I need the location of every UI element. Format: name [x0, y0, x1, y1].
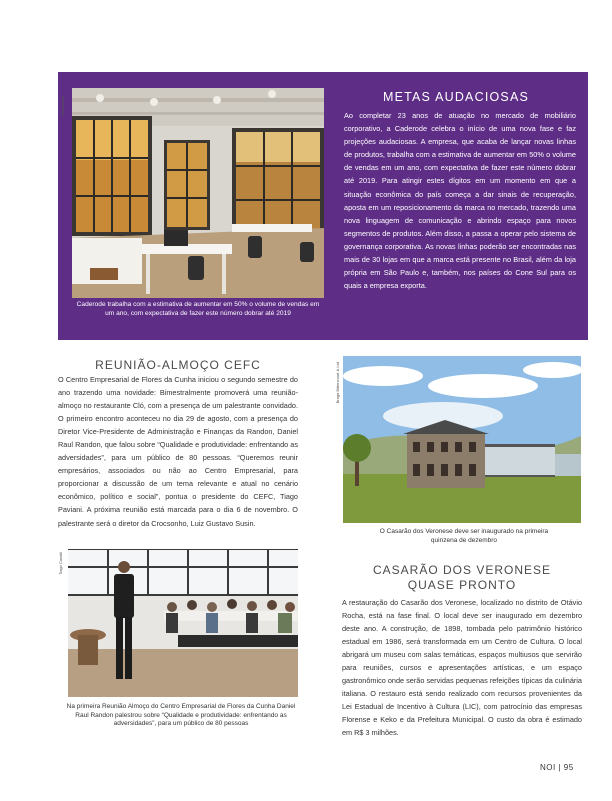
office-photo	[72, 88, 324, 298]
casarao-body: A restauração do Casarão dos Veronese, localizado no distrito de Otávio Rocha, está na fase final. O local deve ser inaugurado em dezembro deste ano. A construção, de 1898, tombada pelo patrimônio histórico estadual em 1986, será transformada em um Centro de Cultura. O local abrigará um museu com salas temáticas, espaços multiusos que servirão para reuniões, cursos e apresentações artísticas, e um espaço gastronômico onde serão servidas pequenas refeições típicas da culinária italiana. O restauro está sendo realizado com recursos provenientes da Lei Estadual de Incentivo à Cultura (LIC), com patrocínio das empresas Florense e Keko e da Prefeitura Municipal. O custo da obra é estimado em R$ 3 milhões.	[342, 598, 582, 738]
reuniao-body: O Centro Empresarial de Flores da Cunha iniciou o segundo semestre do ano trazendo uma novidade: Bimestralmente promoverá uma reunião-almoço no restaurante Cló, com a presença de um palestrante convidado. O primeiro encontro aconteceu no dia 29 de agosto, com a presença do Diretor Vice-Presidente de Administração e Finanças da Randon, Daniel Raul Randon, que falou sobre “Qualidade e produtividade: enfrentando as adversidades”, para um público de 80 pessoas. “Queremos reunir empresários, associados ou não ao Centro Empresarial, para proporcionar a discussão de um tema relevante e atual no cenário econômico, político e social”, pontua o presidente do CEFC, Tiago Paviani. A próxima reunião está marcada para o dia 6 de novembro. O palestrante será o diretor da Crocsonho, Luiz Gustavo Susin.	[58, 375, 298, 528]
office-photo-caption: Caderode trabalha com a estimativa de aumentar em 50% o volume de vendas em um ano, com expectativa de fazer este número dobrar até 2019	[76, 301, 320, 317]
meeting-photo-credit: Tiago Cavalli	[58, 552, 63, 575]
casarao-title-line2: QUASE PRONTO	[407, 578, 517, 592]
reuniao-title: REUNIÃO-ALMOÇO CEFC	[95, 358, 261, 372]
folio-separator: |	[558, 763, 562, 772]
office-photo-credit: Divulgação	[60, 96, 65, 116]
house-photo-credit: Braga Bittencourt & Ltd	[335, 362, 340, 404]
casarao-title-line1: CASARÃO DOS VERONESE	[372, 563, 552, 577]
page-folio	[540, 763, 574, 772]
house-photo	[343, 356, 581, 523]
metas-body: Ao completar 23 anos de atuação no mercado de mobiliário corporativo, a Caderode celebra o início de uma nova fase e faz projeções audaciosas. A empresa, que acaba de lançar novas linhas de produtos, trabalha com a estimativa de aumentar em 50% o volume de vendas em um ano, com expectativa de fazer este número dobrar até 2019. Para atingir estes dígitos em um momento em que a situação econômica do país começa a dar sinais de recuperação, aposta em um reposicionamento da marca no mercado, trazendo uma nova linguagem de comunicação e abrindo espaço para novos segmentos de produtos. Além disso, a passa a operar pelo sistema de governança corporativa. As novas linhas poderão ser encontradas nas mais de 30 lojas em que a marca está presente no Brasil, além da loja própria em São Paulo e, também, nos países do Cone Sul para os quais a empresa exporta.	[344, 111, 576, 291]
page-number: 95	[563, 763, 574, 772]
house-photo-caption: O Casarão dos Veronese deve ser inaugurado na primeira quinzena de dezembro	[379, 528, 549, 544]
meeting-photo	[68, 549, 298, 697]
metas-title: METAS AUDACIOSAS	[382, 90, 530, 104]
meeting-photo-caption: Na primeira Reunião Almoço do Centro Empresarial de Flores da Cunha Daniel Raul Randon palestrou sobre “Qualidade e produtividade: enfrentando as adversidades”, para um público de 80 pessoas	[66, 703, 296, 728]
magazine-name: NOI	[540, 763, 556, 772]
